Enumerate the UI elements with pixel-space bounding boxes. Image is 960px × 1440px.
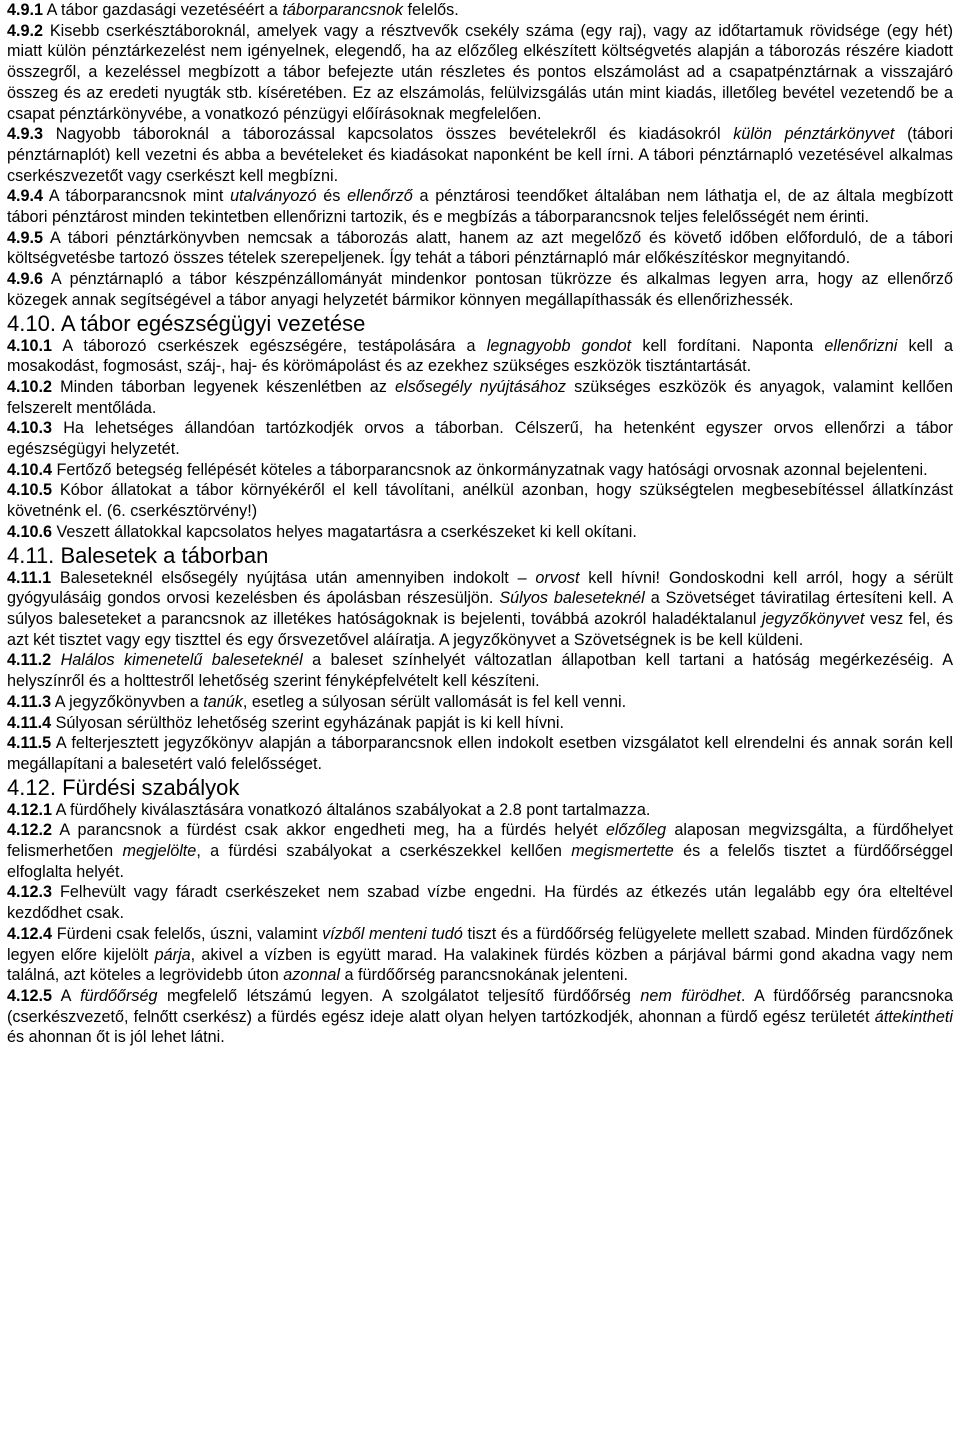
emphasis-text: táborparancsnok <box>282 1 403 19</box>
emphasis-text: azonnal <box>283 966 340 985</box>
paragraph <box>7 418 953 459</box>
paragraph <box>7 21 953 125</box>
paragraph-text: alaposan megvizsgálta, a fürdőhelyet felismerhetően <box>7 821 953 861</box>
paragraph-text: vesz fel, és azt két tisztet vagy egy tiszttel és egy őrsvezetővel aláíratja. A jegyzőkönyvet a Szövetségnek is be kell küldeni. <box>7 609 953 649</box>
paragraph-text: és a felelős tisztet a fürdőőrséggel elfoglalta helyét. <box>7 842 953 881</box>
section-heading <box>7 311 953 336</box>
paragraph-text <box>51 651 60 669</box>
paragraph <box>7 377 953 418</box>
paragraph <box>7 713 953 734</box>
paragraph-text: Veszett állatokkal kapcsolatos helyes magatartásra a cserkészeket ki kell okítani. <box>52 522 637 541</box>
emphasis-text: megjelölte <box>122 842 197 861</box>
clause-number: 4.10.3 <box>7 419 53 438</box>
paragraph-text: A táborparancsnok mint <box>43 187 231 206</box>
section-number: 4.10. <box>7 310 56 336</box>
paragraph <box>7 124 953 186</box>
paragraph-text: a Szövetséget táviratilag értesíteni kell. A súlyos baleseteket a parancsnok az illetékes hatóságoknak is bejelenti, továbbá azokról haladéktalanul <box>7 589 953 628</box>
paragraph-text: A tábor gazdasági vezetéséért a <box>43 1 283 19</box>
paragraph-text: Fertőző betegség fellépését köteles a táborparancsnok az önkormányzatnak vagy hatósági orvosnak azonnal bejelenteni. <box>52 460 928 479</box>
emphasis-text: utalványozó <box>230 187 317 206</box>
clause-number: 4.12.1 <box>7 800 53 819</box>
paragraph-text: , esetleg a súlyosan sérült vallomását is fel kell venni. <box>242 692 627 711</box>
paragraph <box>7 228 953 269</box>
paragraph-text: , a fürdési szabályokat a cserkészekkel kellően <box>196 842 572 861</box>
paragraph-text: A tábori pénztárkönyvben nemcsak a táborozás alatt, hanem az azt megelőző és követő időben előforduló, de a tábori költségvetésbe tartozó összes tételek szerepeljenek. Így tehát a tábori pénztárnapló már előkészítéskor megnyitandó. <box>7 228 953 268</box>
paragraph-text: , akivel a vízben is együtt marad. Ha valakinek fürdés közben a párjával bármi gond akadna vagy nem találná, azt köteles a legrövidebb úton <box>7 945 953 985</box>
paragraph-text: A felterjesztett jegyzőkönyv alapján a táborparancsnok ellen indokolt esetben vizsgálatot kell elrendelni és annak során kell megállapítani a balesetért való felelősséget. <box>7 734 953 773</box>
emphasis-text: elsősegély nyújtásához <box>394 377 566 396</box>
clause-number: 4.9.2 <box>7 21 44 40</box>
paragraph <box>7 460 953 481</box>
emphasis-text: jegyzőkönyvet <box>761 609 865 628</box>
paragraph <box>7 733 953 774</box>
paragraph <box>7 800 953 821</box>
paragraph-text: A <box>52 986 81 1005</box>
clause-number: 4.11.5 <box>7 734 52 753</box>
paragraph <box>7 924 953 986</box>
paragraph-text: Kóbor állatokat a tábor környékéről el kell távolítani, anélkül azonban, hogy szükségtelen megbesebítéssel állatkínzást követnénk el. (6. cserkésztörvény!) <box>7 481 953 521</box>
paragraph-text: A parancsnok a fürdést csak akkor engedheti meg, ha a fürdés helyét <box>52 821 606 840</box>
paragraph <box>7 336 953 377</box>
clause-number: 4.11.1 <box>7 568 52 587</box>
section-title: Balesetek a táborban <box>60 542 269 568</box>
paragraph-text: a pénztárosi teendőket általában nem láthatja el, de az általa megbízott tábori pénztárost minden tekintetben ellenőrizni tartozik, és e megbízás a táborparancsnok teljes felelősségét nem érinti. <box>7 187 954 227</box>
paragraph <box>7 568 953 651</box>
section-title: Fürdési szabályok <box>62 774 240 800</box>
clause-number: 4.12.3 <box>7 883 53 902</box>
paragraph <box>7 186 953 227</box>
section-title: A tábor egészségügyi vezetése <box>60 310 366 336</box>
paragraph <box>7 882 953 923</box>
emphasis-text: párja <box>154 945 191 964</box>
clause-number: 4.11.2 <box>7 651 52 670</box>
paragraph-text: kell hívni! Gondoskodni kell arról, hogy a sérült gyógyulásáig gondos orvosi kezelésben és ápolásban részesüljön. <box>7 568 953 608</box>
paragraph-text: megfelelő létszámú legyen. A szolgálatot teljesítő fürdőőrség <box>157 986 641 1005</box>
emphasis-text: fürdőőrség <box>80 986 158 1005</box>
paragraph-text: A fürdőhely kiválasztására vonatkozó általános szabályokat a 2.8 pont tartalmazza. <box>52 800 651 819</box>
emphasis-text: ellenőrző <box>347 187 413 206</box>
paragraph-text: a baleset színhelyét változatlan állapotban kell tartani a hatóság megérkezéséig. A helyszínről és a holttestről lehetőség szerint fényképfelvételt kell készíteni. <box>7 651 953 691</box>
paragraph-text: Súlyosan sérülthöz lehetőség szerint egyházának papját is ki kell hívni. <box>51 713 565 732</box>
paragraph-text: kell fordítani. Naponta <box>631 336 825 355</box>
paragraph-text: (tábori pénztárnaplót) kell vezetni és abba a bevételeket és kiadásokat naponként be kell írni. A tábori pénztárnapló vezetésével alkalmas cserkészvezetőt vagy cserkészt kell megbízni. <box>7 125 953 185</box>
paragraph <box>7 522 953 543</box>
paragraph-text: a fürdőőrség parancsnokának jelenteni. <box>340 966 628 985</box>
clause-number: 4.11.3 <box>7 692 52 711</box>
section-heading <box>7 775 953 800</box>
clause-number: 4.9.5 <box>7 228 44 247</box>
emphasis-text: előzőleg <box>605 821 667 840</box>
emphasis-text: Halálos kimenetelű baleseteknél <box>60 651 303 670</box>
paragraph-text: A táborozó cserkészek egészségére, testápolására a <box>52 336 487 355</box>
paragraph-text: tiszt és a fürdőőrség felügyelete mellett szabad. Minden fürdőzőnek legyen előre kijelölt <box>7 924 953 964</box>
paragraph-text: és <box>316 187 348 206</box>
clause-number: 4.10.4 <box>7 460 53 479</box>
section-number: 4.12. <box>7 774 56 800</box>
clause-number: 4.10.6 <box>7 522 53 541</box>
emphasis-text: orvost <box>535 568 580 587</box>
paragraph <box>7 480 953 521</box>
paragraph <box>7 986 953 1048</box>
section-heading <box>7 543 953 568</box>
emphasis-text: nem fürödhet <box>640 986 741 1005</box>
paragraph-text: kell a mosakodást, fogmosást, száj-, haj- és körömápolást és az ezekhez szükséges eszközök tisztántartását. <box>7 336 953 376</box>
paragraph-text: A pénztárnapló a tábor készpénzállományát mindenkor pontosan tükrözze és alkalmas legyen arra, hogy az ellenőrző közegek annak segítségével a tábor anyagi helyzetét bármikor könnyen megállapíthassák és ellenőrizhessék. <box>7 270 953 309</box>
paragraph <box>7 820 953 882</box>
emphasis-text: áttekintheti <box>874 1007 953 1026</box>
clause-number: 4.9.4 <box>7 187 44 206</box>
paragraph-text: Nagyobb táboroknál a táborozással kapcsolatos összes bevételekről és kiadásokról <box>43 125 734 144</box>
paragraph-text: Baleseteknél elsősegély nyújtása után amennyiben indokolt – <box>51 568 536 587</box>
paragraph <box>7 269 953 310</box>
paragraph-text: Felhevült vagy fáradt cserkészeket nem szabad vízbe engedni. Ha fürdés az étkezés után legalább egy óra elteltével kezdődhet csak. <box>7 883 953 923</box>
clause-number: 4.9.1 <box>7 1 44 19</box>
clause-number: 4.12.2 <box>7 821 53 840</box>
clause-number: 4.10.2 <box>7 377 53 396</box>
emphasis-text: ellenőrizni <box>824 336 898 355</box>
paragraph <box>7 0 953 21</box>
clause-number: 4.12.4 <box>7 924 53 943</box>
paragraph-text: . A fürdőőrség parancsnoka (cserkészvezető, felnőtt cserkész) a fürdés egész ideje alatt olyan helyen tartózkodjék, ahonnan a fürdő egész területét <box>7 986 953 1026</box>
paragraph-text: Fürdeni csak felelős, úszni, valamint <box>52 924 323 943</box>
clause-number: 4.9.6 <box>7 270 44 289</box>
paragraph-text: A jegyzőkönyvben a <box>51 692 204 711</box>
emphasis-text: megismertette <box>571 842 674 861</box>
paragraph <box>7 692 953 713</box>
paragraph-text: Minden táborban legyenek készenlétben az <box>52 377 395 396</box>
clause-number: 4.9.3 <box>7 125 44 144</box>
clause-number: 4.10.1 <box>7 336 53 355</box>
paragraph-text: felelős. <box>402 1 459 19</box>
clause-number: 4.12.5 <box>7 986 53 1005</box>
paragraph-text: és ahonnan őt is jól lehet látni. <box>7 1028 225 1047</box>
emphasis-text: tanúk <box>203 692 243 711</box>
clause-number: 4.11.4 <box>7 713 52 732</box>
emphasis-text: Súlyos baleseteknél <box>499 589 645 608</box>
emphasis-text: legnagyobb gondot <box>486 336 632 355</box>
emphasis-text: vízből menteni tudó <box>322 924 463 943</box>
paragraph-text: szükséges eszközök és anyagok, valamint kellően felszerelt mentőláda. <box>7 377 953 417</box>
section-number: 4.11. <box>7 542 55 568</box>
clause-number: 4.10.5 <box>7 481 53 500</box>
paragraph <box>7 650 953 691</box>
paragraph-text: Ha lehetséges állandóan tartózkodjék orvos a táborban. Célszerű, ha hetenként egyszer orvos ellenőrzi a tábor egészségügyi helyzetét. <box>7 419 953 459</box>
emphasis-text: külön pénztárkönyvet <box>733 125 895 144</box>
paragraph-text: Kisebb cserkésztáboroknál, amelyek vagy a résztvevők csekély száma (egy raj), vagy az időtartamuk rövidsége (egy hét) miatt külön pénztárkezelést nem igényelnek, elegendő, ha az előzőleg elkészített költségvetés alapján a táborozás részére kiadott összegről, a kezeléssel megbízott a tábor befejezte után részletes és pontos elszámolást ad a csapatpénztárnak a visszajáró összeg és az eredeti nyugták stb. kíséretében. Ez az elszámolás, felülvizsgálás után mint kiadás, illetőleg bevétel vezetendő be a csapat pénztárkönyvébe, a vonatkozó pénzügyi előírásoknak megfelelően. <box>7 21 953 123</box>
